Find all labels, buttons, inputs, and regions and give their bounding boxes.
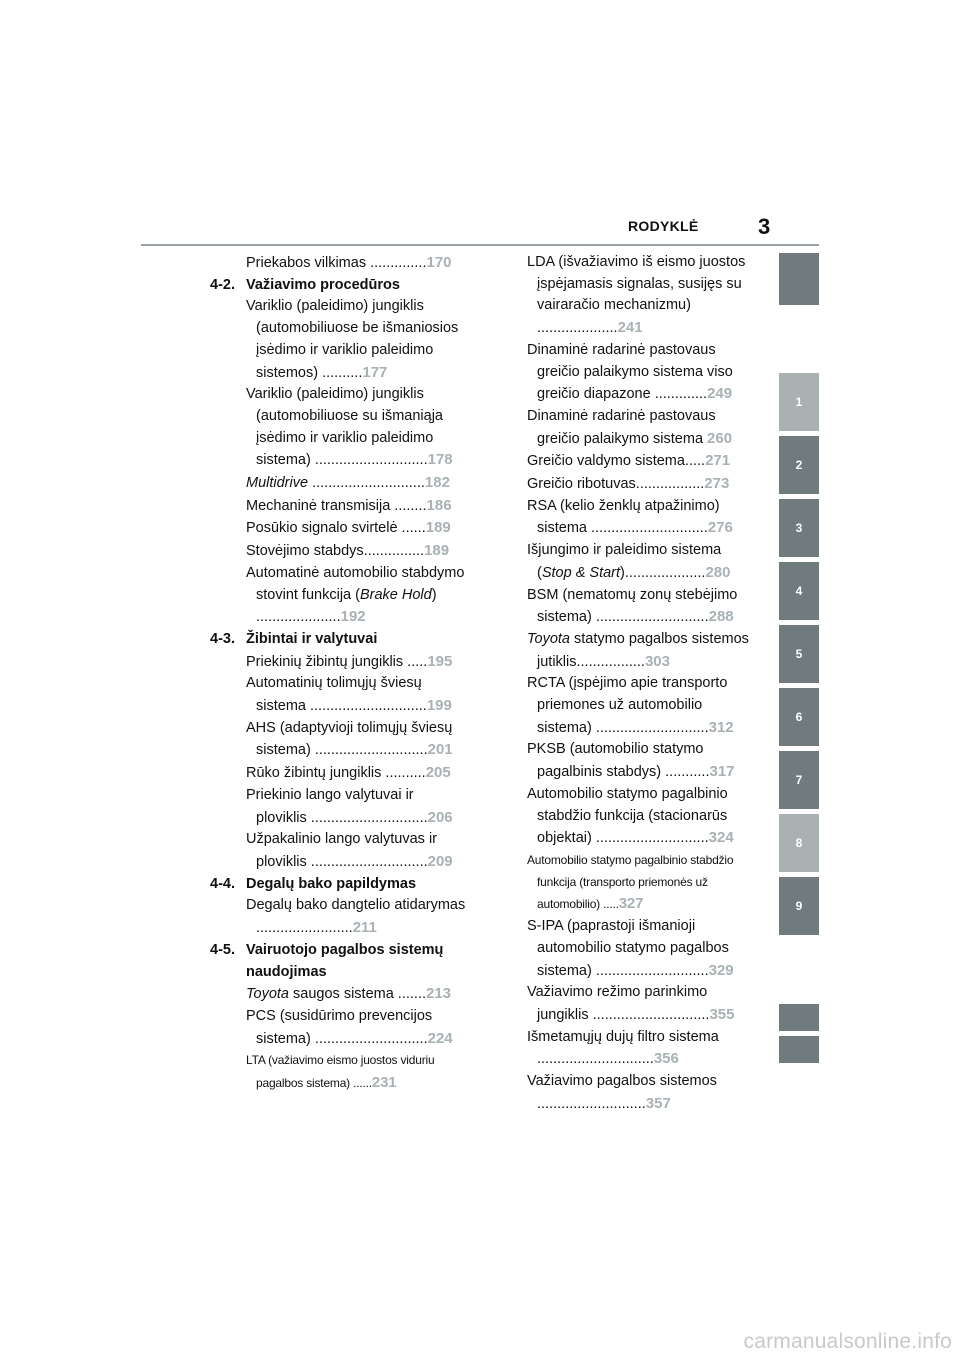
entry-title: Automatinė automobilio stabdymo stovint funkcija ( xyxy=(246,564,465,603)
entry-page-number: 186 xyxy=(426,496,452,514)
toc-entry[interactable] xyxy=(205,472,467,495)
entry-title: Multidrive xyxy=(246,475,309,492)
entry-title: RSA (kelio ženklų atpažinimo) sistema ............................. xyxy=(527,497,720,537)
entry-title: Išmetamųjų dujų filtro sistema ............................. xyxy=(527,1028,719,1068)
entry-title: LDA (išvažiavimo iš eismo juostos įspėjamasis signalas, susijęs su vairaračio mechanizmu) .................... xyxy=(527,254,746,337)
section-number: 4-2. xyxy=(210,276,235,293)
section-title: Žibintai ir valytuvai xyxy=(246,630,378,647)
toc-entry[interactable] xyxy=(205,673,467,717)
entry-page-number: 317 xyxy=(709,763,735,781)
section-title: Vairuotojo pagalbos sistemų naudojimas xyxy=(246,941,444,980)
entry-page-number: 288 xyxy=(708,608,734,626)
entry-page-number: 260 xyxy=(707,429,733,447)
toc-entry[interactable] xyxy=(205,563,467,629)
entry-page-number: 271 xyxy=(705,452,731,470)
entry-title: Automatinių tolimųjų šviesų sistema ............................. xyxy=(246,675,427,715)
entry-title: Toyota xyxy=(246,986,289,1003)
entry-leader: saugos sistema ....... xyxy=(289,986,426,1003)
entry-title: Užpakalinio lango valytuvas ir ploviklis ............................. xyxy=(246,831,438,870)
toc-left-column xyxy=(205,252,467,1095)
entry-page-number: 224 xyxy=(427,1029,453,1047)
toc-section-heading xyxy=(205,940,467,983)
chapter-tab-7[interactable]: 7 xyxy=(779,751,819,809)
toc-entry[interactable] xyxy=(527,252,749,340)
toc-entry[interactable] xyxy=(205,895,467,939)
entry-title: Dinaminė radarinė pastovaus greičio palaikymo sistema xyxy=(527,407,716,447)
entry-page-number: 356 xyxy=(653,1050,679,1068)
entry-title: Priekinių žibintų jungiklis ..... xyxy=(246,653,428,670)
toc-entry[interactable] xyxy=(527,540,749,584)
toc-entry[interactable] xyxy=(205,829,467,873)
section-number: 4-5. xyxy=(210,941,235,958)
toc-entry[interactable] xyxy=(205,651,467,674)
chapter-tab-5[interactable]: 5 xyxy=(779,625,819,683)
entry-title: RCTA (įspėjimo apie transporto priemones už automobilio sistema) ............................ xyxy=(527,675,728,736)
entry-page-number: 231 xyxy=(371,1074,397,1092)
entry-page-number: 280 xyxy=(705,563,731,581)
toc-entry[interactable] xyxy=(205,1006,467,1050)
toc-entry[interactable] xyxy=(527,784,749,850)
entry-title: PCS (susidūrimo prevencijos sistema) ............................ xyxy=(246,1007,433,1047)
toc-entry[interactable] xyxy=(205,252,467,275)
toc-section-heading xyxy=(205,629,467,651)
entry-page-number: 182 xyxy=(424,474,450,492)
entry-page-number: 357 xyxy=(645,1094,671,1112)
toc-entry[interactable] xyxy=(527,406,749,450)
entry-title: Dinaminė radarinė pastovaus greičio palaikymo sistema viso greičio diapazone ............. xyxy=(527,341,733,403)
toc-entry[interactable] xyxy=(527,1071,749,1115)
entry-title: BSM (nematomų zonų stebėjimo sistema) ............................ xyxy=(527,586,738,626)
entry-page-number: 199 xyxy=(426,697,452,715)
entry-title: Posūkio signalo svirtelė ...... xyxy=(246,520,426,537)
toc-entry[interactable] xyxy=(527,673,749,739)
entry-page-number: 189 xyxy=(424,542,450,560)
toc-entry[interactable] xyxy=(205,495,467,518)
running-header-title: RODYKLĖ xyxy=(628,218,699,234)
chapter-tab-2[interactable]: 2 xyxy=(779,436,819,494)
entry-leader: statymo pagalbos sistemos jutiklis................. xyxy=(537,630,749,670)
entry-title: Rūko žibintų jungiklis .......... xyxy=(246,765,426,782)
chapter-tab-blank xyxy=(779,253,819,305)
entry-title: Toyota xyxy=(527,630,570,647)
entry-title: Degalų bako dangtelio atidarymas ........................ xyxy=(246,897,466,937)
entry-page-number: 211 xyxy=(352,919,377,937)
toc-entry[interactable] xyxy=(527,916,749,982)
entry-title: Variklio (paleidimo) jungiklis (automobiliuose be išmaniosios įsėdimo ir variklio paleidimo sistemos) .......... xyxy=(246,298,459,381)
entry-page-number: 327 xyxy=(618,895,644,913)
entry-leader: ).................... xyxy=(620,564,706,581)
entry-page-number: 303 xyxy=(644,652,670,670)
toc-entry[interactable] xyxy=(527,585,749,629)
chapter-tab-3[interactable]: 3 xyxy=(779,499,819,557)
entry-title: PKSB (automobilio statymo pagalbinis stabdys) ........... xyxy=(527,741,710,781)
toc-entry[interactable] xyxy=(527,473,749,496)
entry-page-number: 189 xyxy=(425,519,451,537)
section-title: Degalų bako papildymas xyxy=(246,875,417,892)
entry-title: Priekinio lango valytuvai ir ploviklis ............................. xyxy=(246,786,428,826)
entry-page-number: 355 xyxy=(709,1005,735,1023)
toc-entry[interactable] xyxy=(527,340,749,406)
entry-page-number: 170 xyxy=(426,254,452,271)
chapter-tab-blank xyxy=(779,1036,819,1063)
toc-entry[interactable] xyxy=(527,982,749,1026)
toc-right-column xyxy=(527,252,749,1115)
toc-entry[interactable] xyxy=(205,718,467,762)
toc-entry[interactable] xyxy=(527,739,749,783)
section-title: Važiavimo procedūros xyxy=(246,276,400,293)
section-number: 4-3. xyxy=(210,630,235,647)
section-number: 4-4. xyxy=(210,875,235,892)
toc-section-heading xyxy=(205,874,467,896)
entry-title-italic: Brake Hold xyxy=(359,586,432,603)
entry-title: Greičio ribotuvas................. xyxy=(527,476,705,493)
entry-page-number: 206 xyxy=(427,808,453,826)
entry-page-number: 249 xyxy=(707,385,733,403)
entry-title: Automobilio statymo pagalbinio stabdžio funkcija (stacionarūs objektai) ............................ xyxy=(527,785,728,847)
entry-page-number: 241 xyxy=(617,319,643,337)
entry-title: Automobilio statymo pagalbinio stabdžio funkcija (transporto priemonės už automobilio) ..... xyxy=(527,852,734,912)
page-number: 3 xyxy=(758,214,771,239)
toc-entry[interactable] xyxy=(527,496,749,540)
toc-entry[interactable] xyxy=(205,785,467,829)
toc-entry[interactable] xyxy=(205,384,467,472)
entry-title-italic: Stop & Start xyxy=(541,564,621,581)
toc-entry[interactable] xyxy=(527,450,749,473)
entry-title: Išjungimo ir paleidimo sistema ( xyxy=(527,542,722,581)
entry-page-number: 209 xyxy=(427,852,453,870)
toc-entry[interactable] xyxy=(527,629,749,673)
entry-page-number: 195 xyxy=(427,652,453,670)
entry-page-number: 329 xyxy=(708,961,734,979)
toc-entry[interactable] xyxy=(205,762,467,785)
entry-page-number: 273 xyxy=(704,475,730,493)
entry-title: Mechaninė transmisija ........ xyxy=(246,497,427,514)
entry-leader: ) ..................... xyxy=(256,586,437,626)
toc-entry[interactable] xyxy=(205,517,467,540)
toc-entry[interactable] xyxy=(205,296,467,384)
chapter-tab-blank xyxy=(779,1004,819,1031)
entry-title: Važiavimo pagalbos sistemos ........................... xyxy=(527,1073,717,1112)
entry-title: Stovėjimo stabdys............... xyxy=(246,543,425,560)
entry-page-number: 201 xyxy=(427,741,453,759)
chapter-tab-9[interactable]: 9 xyxy=(779,877,819,935)
entry-leader: ............................ xyxy=(308,475,425,492)
entry-title: Važiavimo režimo parinkimo jungiklis ............................. xyxy=(527,984,710,1023)
chapter-tab-1[interactable]: 1 xyxy=(779,373,819,431)
entry-page-number: 192 xyxy=(340,608,366,626)
toc-entry[interactable] xyxy=(205,540,467,563)
chapter-tab-4[interactable]: 4 xyxy=(779,562,819,620)
entry-page-number: 178 xyxy=(427,451,453,469)
entry-title: S-IPA (paprastoji išmanioji automobilio statymo pagalbos sistema) ............................ xyxy=(527,918,729,979)
chapter-tab-8[interactable]: 8 xyxy=(779,814,819,872)
entry-page-number: 205 xyxy=(425,764,451,782)
entry-title: Greičio valdymo sistema..... xyxy=(527,453,706,470)
entry-title: Variklio (paleidimo) jungiklis (automobiliuose su išmaniąja įsėdimo ir variklio paleidimo sistema) ............................ xyxy=(246,386,443,469)
toc-entry[interactable] xyxy=(205,983,467,1006)
toc-entry[interactable] xyxy=(527,850,749,916)
header-rule xyxy=(141,244,819,246)
toc-entry[interactable] xyxy=(205,1050,467,1094)
entry-page-number: 213 xyxy=(426,985,452,1003)
entry-page-number: 177 xyxy=(362,363,388,381)
toc-section-heading xyxy=(205,275,467,297)
entry-title: LTA (važiavimo eismo juostos viduriu pagalbos sistema) ...... xyxy=(246,1053,435,1091)
chapter-tab-6[interactable]: 6 xyxy=(779,688,819,746)
toc-entry[interactable] xyxy=(527,1027,749,1071)
entry-page-number: 324 xyxy=(708,829,734,847)
entry-page-number: 276 xyxy=(707,519,733,537)
entry-page-number: 312 xyxy=(708,718,734,736)
entry-title: AHS (adaptyvioji tolimųjų šviesų sistema) ............................ xyxy=(246,719,453,759)
entry-title: Priekabos vilkimas .............. xyxy=(246,255,427,271)
watermark: carmanualsonline.info xyxy=(743,1330,952,1353)
